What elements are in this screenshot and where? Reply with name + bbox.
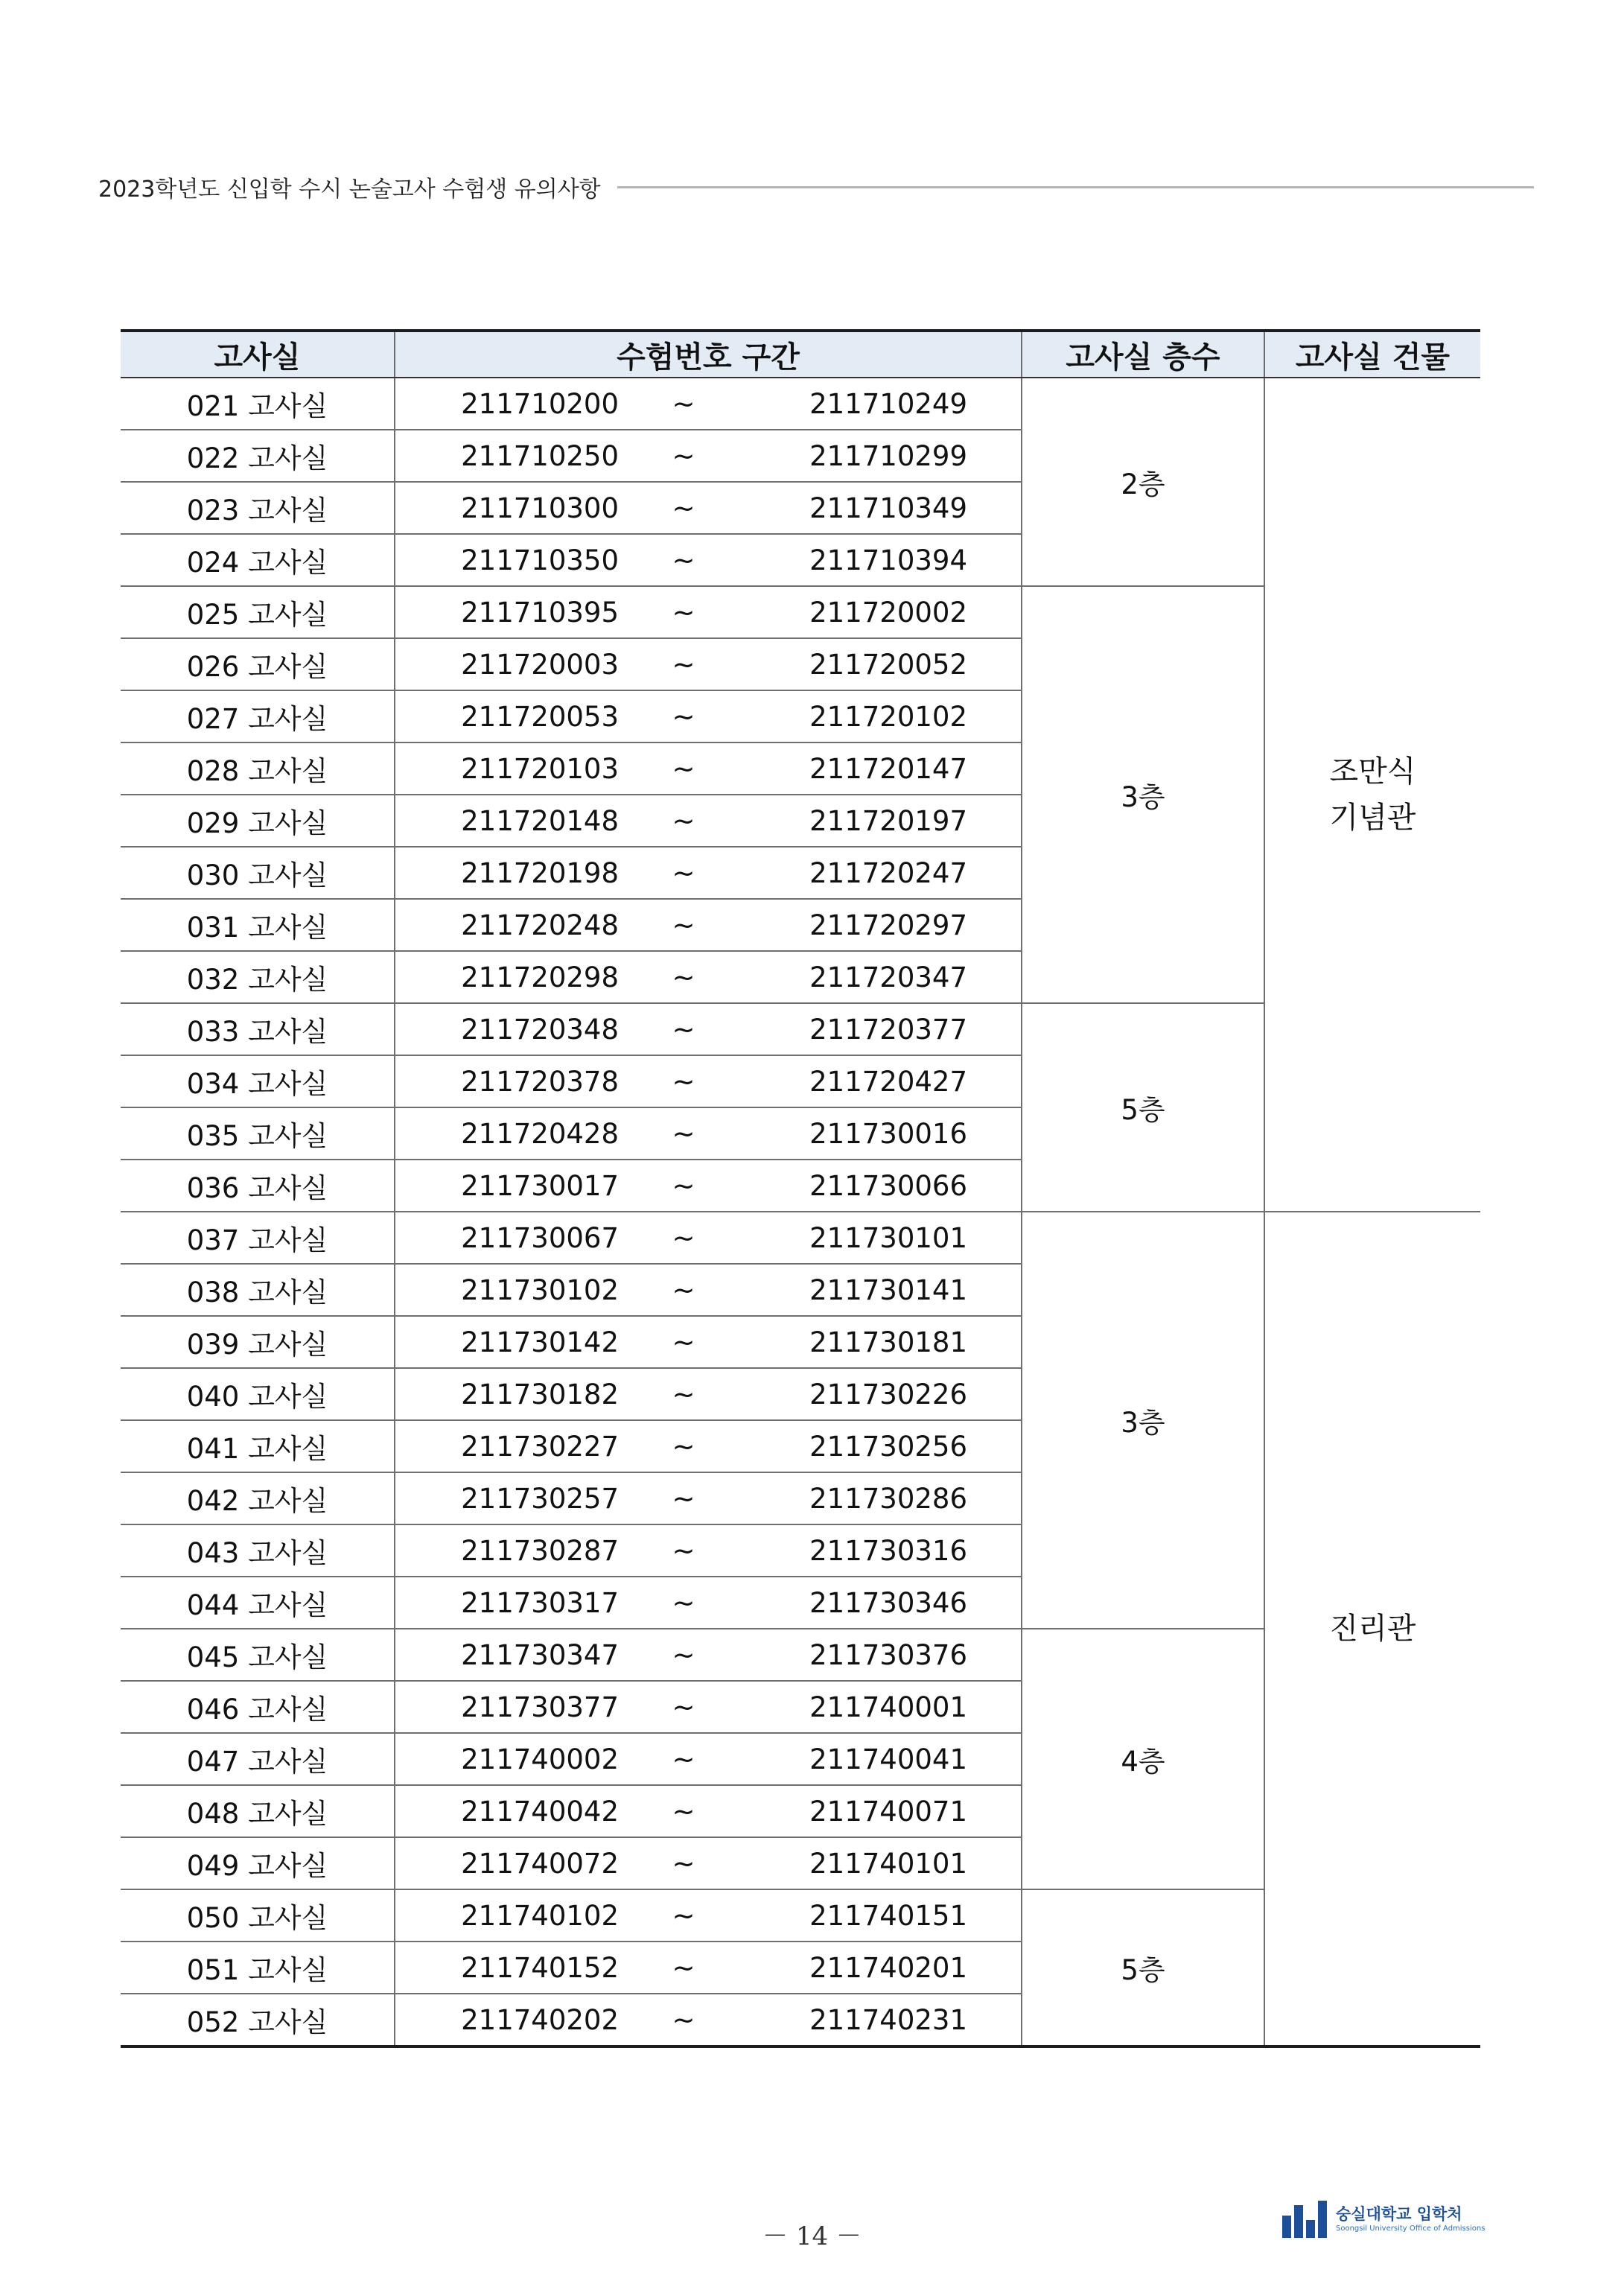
- range-start: 211730317: [461, 1586, 619, 1619]
- range-tilde: ~: [672, 1169, 695, 1202]
- range-end: 211730286: [809, 1482, 967, 1515]
- room-cell: 041 고사실: [121, 1420, 395, 1472]
- range-end: 211720052: [809, 648, 967, 681]
- range-tilde: ~: [672, 1482, 695, 1515]
- room-cell: 026 고사실: [121, 638, 395, 690]
- table-body: [121, 378, 1480, 2047]
- room-cell: 048 고사실: [121, 1785, 395, 1837]
- range-tilde: ~: [672, 1378, 695, 1411]
- room-cell: 047 고사실: [121, 1733, 395, 1785]
- range-start: 211730347: [461, 1638, 619, 1671]
- room-cell: 037 고사실: [121, 1212, 395, 1264]
- university-logo: [1282, 2197, 1485, 2242]
- range-start: 211720198: [461, 856, 619, 889]
- table-row: [121, 1212, 1480, 1264]
- room-cell: 052 고사실: [121, 1994, 395, 2047]
- range-end: 211730181: [809, 1326, 967, 1358]
- room-cell: 044 고사실: [121, 1577, 395, 1629]
- range-start: 211710200: [461, 387, 619, 420]
- range-start: 211720103: [461, 752, 619, 785]
- range-end: 211740151: [809, 1899, 967, 1932]
- range-start: 211740002: [461, 1743, 619, 1775]
- floor-cell: 4층: [1022, 1629, 1264, 1889]
- range-cell: [395, 586, 1022, 638]
- range-tilde: ~: [672, 1743, 695, 1775]
- range-end: 211720147: [809, 752, 967, 785]
- building-cell: [1264, 378, 1480, 1212]
- range-cell: [395, 1472, 1022, 1524]
- room-cell: 023 고사실: [121, 482, 395, 534]
- room-cell: 046 고사실: [121, 1681, 395, 1733]
- range-cell: [395, 1994, 1022, 2047]
- range-start: 211720053: [461, 700, 619, 733]
- range-cell: [395, 1785, 1022, 1837]
- range-start: 211730102: [461, 1273, 619, 1306]
- range-cell: [395, 899, 1022, 951]
- page-header: [98, 170, 1534, 204]
- table-row: [121, 378, 1480, 430]
- range-tilde: ~: [672, 909, 695, 941]
- building-name-line: 진리관: [1329, 1612, 1416, 1646]
- range-tilde: ~: [672, 1638, 695, 1671]
- range-start: 211710300: [461, 492, 619, 524]
- room-cell: 028 고사실: [121, 742, 395, 795]
- range-tilde: ~: [672, 1430, 695, 1463]
- range-start: 211740042: [461, 1795, 619, 1828]
- room-cell: 022 고사실: [121, 430, 395, 482]
- range-cell: [395, 847, 1022, 899]
- floor-cell: 5층: [1022, 1889, 1264, 2047]
- range-start: 211710350: [461, 544, 619, 576]
- range-start: 211740152: [461, 1951, 619, 1984]
- range-tilde: ~: [672, 492, 695, 524]
- range-end: 211720002: [809, 596, 967, 629]
- range-start: 211720248: [461, 909, 619, 941]
- floor-cell: 3층: [1022, 586, 1264, 1003]
- room-cell: 035 고사실: [121, 1107, 395, 1160]
- room-cell: 039 고사실: [121, 1316, 395, 1368]
- range-start: 211730067: [461, 1221, 619, 1254]
- range-cell: [395, 482, 1022, 534]
- range-cell: [395, 1837, 1022, 1889]
- range-cell: [395, 1107, 1022, 1160]
- exam-room-table-container: [121, 329, 1480, 2048]
- range-end: 211720197: [809, 804, 967, 837]
- range-start: 211740102: [461, 1899, 619, 1932]
- range-tilde: ~: [672, 544, 695, 576]
- room-cell: 033 고사실: [121, 1003, 395, 1055]
- logo-mark-icon: [1282, 2201, 1327, 2238]
- range-end: 211730256: [809, 1430, 967, 1463]
- range-cell: [395, 1524, 1022, 1577]
- room-cell: 031 고사실: [121, 899, 395, 951]
- range-tilde: ~: [672, 1013, 695, 1046]
- building-name-line: 조만식: [1329, 754, 1416, 789]
- range-start: 211720148: [461, 804, 619, 837]
- room-cell: 030 고사실: [121, 847, 395, 899]
- range-start: 211740202: [461, 2003, 619, 2036]
- room-cell: 029 고사실: [121, 795, 395, 847]
- range-cell: [395, 1003, 1022, 1055]
- range-start: 211720003: [461, 648, 619, 681]
- range-start: 211740072: [461, 1847, 619, 1880]
- range-cell: [395, 430, 1022, 482]
- range-tilde: ~: [672, 961, 695, 993]
- room-cell: 050 고사실: [121, 1889, 395, 1942]
- room-cell: 043 고사실: [121, 1524, 395, 1577]
- range-cell: [395, 1368, 1022, 1420]
- range-cell: [395, 795, 1022, 847]
- room-cell: 045 고사실: [121, 1629, 395, 1681]
- range-start: 211730377: [461, 1691, 619, 1723]
- range-start: 211730017: [461, 1169, 619, 1202]
- building-cell: [1264, 1212, 1480, 2047]
- column-header-floor: 고사실 층수: [1022, 331, 1264, 378]
- document-title: 2023학년도 신입학 수시 논술고사 수험생 유의사항: [98, 177, 601, 203]
- range-start: 211720348: [461, 1013, 619, 1046]
- range-end: 211730346: [809, 1586, 967, 1619]
- range-end: 211740231: [809, 2003, 967, 2036]
- range-cell: [395, 1420, 1022, 1472]
- range-tilde: ~: [672, 856, 695, 889]
- range-tilde: ~: [672, 1221, 695, 1254]
- range-tilde: ~: [672, 1065, 695, 1098]
- range-tilde: ~: [672, 387, 695, 420]
- range-start: 211730257: [461, 1482, 619, 1515]
- range-cell: [395, 1629, 1022, 1681]
- room-cell: 021 고사실: [121, 378, 395, 430]
- range-tilde: ~: [672, 1899, 695, 1932]
- range-tilde: ~: [672, 648, 695, 681]
- range-start: 211730227: [461, 1430, 619, 1463]
- room-cell: 024 고사실: [121, 534, 395, 586]
- range-tilde: ~: [672, 1586, 695, 1619]
- range-cell: [395, 1264, 1022, 1316]
- range-end: 211720347: [809, 961, 967, 993]
- exam-room-table: [121, 329, 1480, 2048]
- range-cell: [395, 534, 1022, 586]
- range-cell: [395, 1577, 1022, 1629]
- room-cell: 036 고사실: [121, 1160, 395, 1212]
- range-end: 211720377: [809, 1013, 967, 1046]
- room-cell: 051 고사실: [121, 1942, 395, 1994]
- building-name-line: 기념관: [1329, 801, 1416, 835]
- range-tilde: ~: [672, 1326, 695, 1358]
- room-cell: 032 고사실: [121, 951, 395, 1003]
- range-start: 211720378: [461, 1065, 619, 1098]
- floor-cell: 2층: [1022, 378, 1264, 586]
- range-cell: [395, 1316, 1022, 1368]
- range-cell: [395, 638, 1022, 690]
- range-cell: [395, 1055, 1022, 1107]
- range-tilde: ~: [672, 1795, 695, 1828]
- floor-cell: 5층: [1022, 1003, 1264, 1212]
- room-cell: 038 고사실: [121, 1264, 395, 1316]
- room-cell: 025 고사실: [121, 586, 395, 638]
- room-cell: 049 고사실: [121, 1837, 395, 1889]
- range-end: 211730141: [809, 1273, 967, 1306]
- column-header-range: 수험번호 구간: [395, 331, 1022, 378]
- range-end: 211720102: [809, 700, 967, 733]
- range-tilde: ~: [672, 1951, 695, 1984]
- range-end: 211740001: [809, 1691, 967, 1723]
- page-number: － 14 －: [762, 2222, 862, 2251]
- range-start: 211720298: [461, 961, 619, 993]
- range-cell: [395, 1160, 1022, 1212]
- floor-cell: 3층: [1022, 1212, 1264, 1629]
- range-cell: [395, 1942, 1022, 1994]
- logo-text-english: Soongsil University Office of Admissions: [1336, 2225, 1486, 2233]
- range-start: 211730287: [461, 1534, 619, 1567]
- range-start: 211720428: [461, 1117, 619, 1150]
- column-header-room: 고사실: [121, 331, 395, 378]
- range-tilde: ~: [672, 752, 695, 785]
- range-end: 211730316: [809, 1534, 967, 1567]
- range-tilde: ~: [672, 1847, 695, 1880]
- range-tilde: ~: [672, 1117, 695, 1150]
- table-header-row: [121, 331, 1480, 378]
- room-cell: 027 고사실: [121, 690, 395, 742]
- range-cell: [395, 1733, 1022, 1785]
- range-end: 211730226: [809, 1378, 967, 1411]
- room-cell: 040 고사실: [121, 1368, 395, 1420]
- range-end: 211730016: [809, 1117, 967, 1150]
- room-cell: 034 고사실: [121, 1055, 395, 1107]
- range-end: 211710249: [809, 387, 967, 420]
- range-end: 211740101: [809, 1847, 967, 1880]
- range-end: 211710299: [809, 439, 967, 472]
- range-end: 211730376: [809, 1638, 967, 1671]
- range-start: 211730142: [461, 1326, 619, 1358]
- range-tilde: ~: [672, 2003, 695, 2036]
- range-end: 211720247: [809, 856, 967, 889]
- range-end: 211740201: [809, 1951, 967, 1984]
- range-end: 211720297: [809, 909, 967, 941]
- range-cell: [395, 742, 1022, 795]
- range-start: 211730182: [461, 1378, 619, 1411]
- range-tilde: ~: [672, 1273, 695, 1306]
- range-tilde: ~: [672, 439, 695, 472]
- range-end: 211710349: [809, 492, 967, 524]
- range-tilde: ~: [672, 1534, 695, 1567]
- range-tilde: ~: [672, 596, 695, 629]
- range-end: 211740041: [809, 1743, 967, 1775]
- range-end: 211740071: [809, 1795, 967, 1828]
- range-end: 211730066: [809, 1169, 967, 1202]
- room-cell: 042 고사실: [121, 1472, 395, 1524]
- range-tilde: ~: [672, 700, 695, 733]
- range-cell: [395, 1212, 1022, 1264]
- range-cell: [395, 378, 1022, 430]
- range-cell: [395, 1681, 1022, 1733]
- range-end: 211730101: [809, 1221, 967, 1254]
- range-cell: [395, 1889, 1022, 1942]
- header-rule: [617, 186, 1534, 188]
- logo-text-korean: 숭실대학교 입학처: [1336, 2205, 1462, 2223]
- column-header-building: 고사실 건물: [1264, 331, 1480, 378]
- range-end: 211710394: [809, 544, 967, 576]
- range-tilde: ~: [672, 804, 695, 837]
- range-cell: [395, 690, 1022, 742]
- range-cell: [395, 951, 1022, 1003]
- range-end: 211720427: [809, 1065, 967, 1098]
- range-start: 211710395: [461, 596, 619, 629]
- range-tilde: ~: [672, 1691, 695, 1723]
- range-start: 211710250: [461, 439, 619, 472]
